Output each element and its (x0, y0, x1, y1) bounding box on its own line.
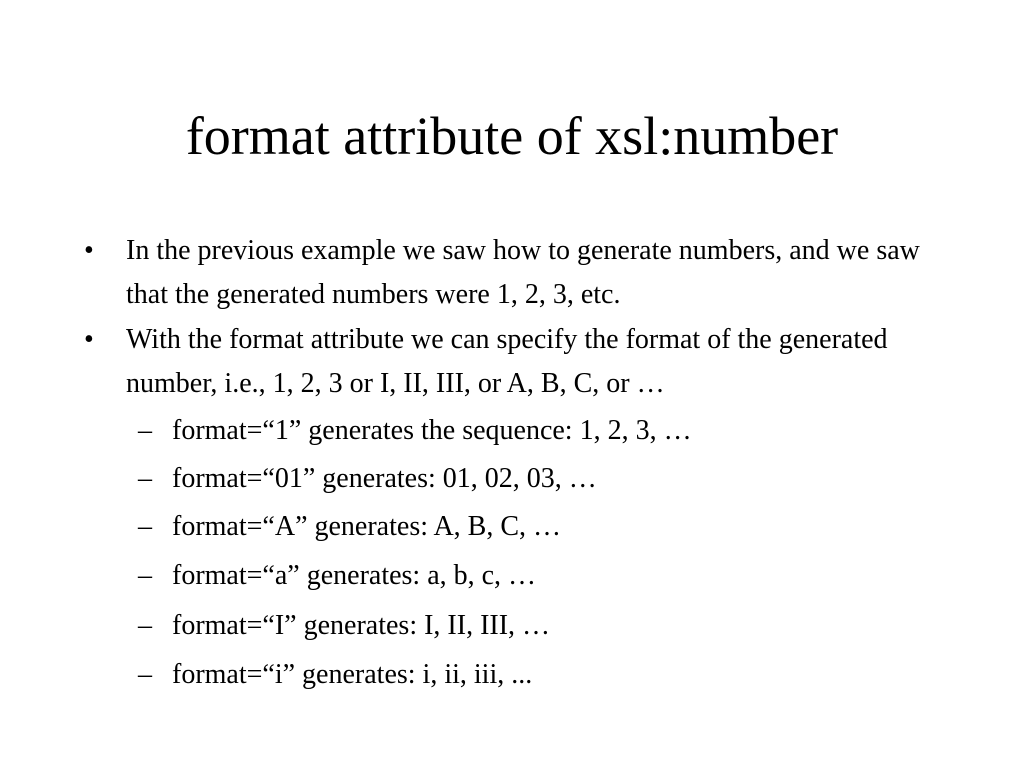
sub-bullet-marker: – (138, 511, 152, 542)
sub-bullet-marker: – (138, 610, 152, 641)
sub-bullet-text: format=“i” generates: i, ii, iii, ... (172, 659, 533, 690)
sub-bullet-text: format=“01” generates: 01, 02, 03, … (172, 463, 597, 494)
sub-bullet-marker: – (138, 463, 152, 494)
sub-bullet-text: format=“a” generates: a, b, c, … (172, 560, 537, 591)
bullet-marker: • (84, 235, 94, 266)
sub-bullet-text: format=“A” generates: A, B, C, … (172, 511, 562, 542)
slide-title: format attribute of xsl:number (185, 106, 839, 166)
bullet-marker: • (84, 324, 94, 355)
sub-bullet-marker: – (138, 415, 152, 446)
sub-bullet-text: format=“1” generates the sequence: 1, 2, 3, … (172, 415, 692, 446)
sub-bullet-text: format=“I” generates: I, II, III, … (172, 610, 551, 641)
sub-bullet-marker: – (138, 560, 152, 591)
sub-bullet-marker: – (138, 659, 152, 690)
bullet-text: In the previous example we saw how to generate numbers, and we saw that the generated numbers were 1, 2, 3, etc. (126, 235, 920, 310)
bullet-text: With the format attribute we can specify the format of the generated number, i.e., 1, 2, 3 or I, II, III, or A, B, C, or … (126, 324, 888, 399)
